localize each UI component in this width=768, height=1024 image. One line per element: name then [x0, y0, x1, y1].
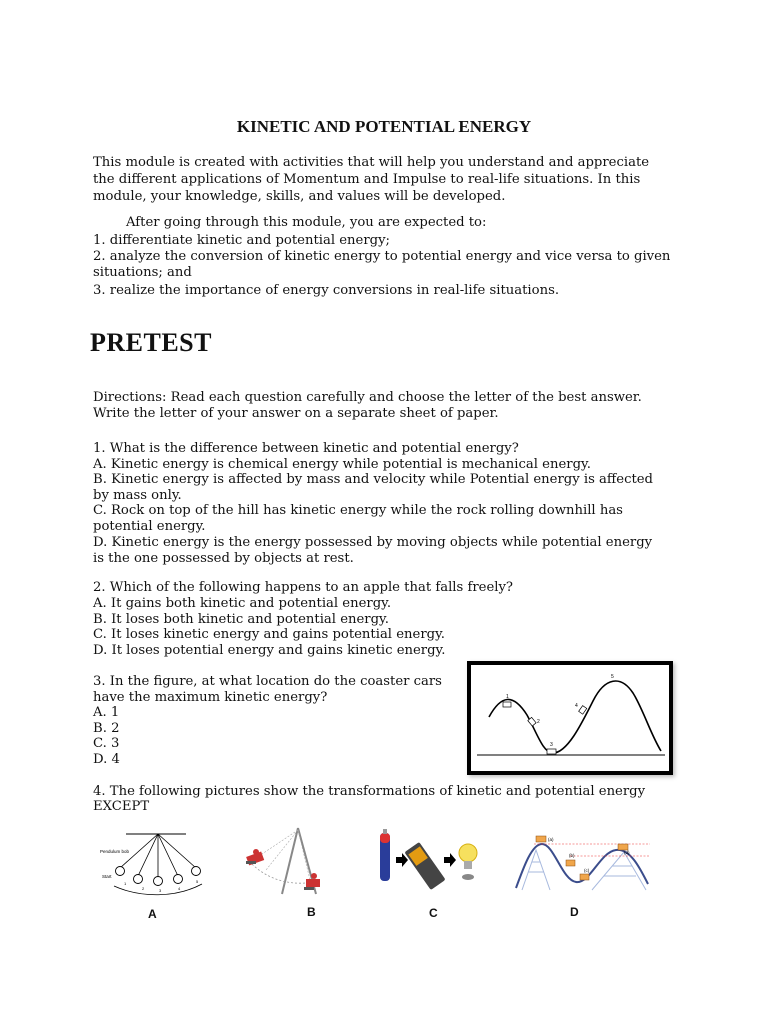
q3-option-a: A. 1: [93, 705, 120, 720]
intro-line-2: the different applications of Momentum and Impulse to real-life situations. In this: [93, 172, 641, 187]
q1-option-d: D. Kinetic energy is the energy possessed by moving objects while potential energy: [93, 535, 653, 550]
coaster-figure: [467, 661, 673, 775]
picture-label-d: D: [570, 905, 579, 919]
coaster-label-2: 2: [537, 719, 540, 725]
coaster-d-label-b: (b): [569, 853, 575, 858]
q3-stem-cont: have the maximum kinetic energy?: [93, 690, 328, 705]
q1-option-d-cont: is the one possessed by objects at rest.: [93, 551, 354, 566]
objective-2: 2. analyze the conversion of kinetic energy to potential energy and vice versa to given: [93, 249, 671, 264]
coaster-d-label-d: (d): [624, 850, 630, 855]
picture-label-b: B: [307, 905, 316, 919]
q3-option-b: B. 2: [93, 721, 120, 736]
pendulum-pos-3: 3: [159, 888, 162, 893]
q2-option-b: B. It loses both kinetic and potential energy.: [93, 612, 389, 627]
objectives-lead: After going through this module, you are expected to:: [126, 215, 487, 230]
objective-2-cont: situations; and: [93, 265, 192, 280]
q3-option-d: D. 4: [93, 752, 120, 767]
intro-line-3: module, your knowledge, skills, and values will be developed.: [93, 189, 506, 204]
coaster-label-4: 4: [575, 703, 578, 709]
coaster-d-label-c: (c): [584, 868, 590, 873]
q3-option-c: C. 3: [93, 736, 120, 751]
q2-option-c: C. It loses kinetic energy and gains potential energy.: [93, 627, 445, 642]
coaster-d-label-a: (a): [548, 837, 554, 842]
q4-stem-cont: EXCEPT: [93, 799, 150, 814]
q2-stem: 2. Which of the following happens to an apple that falls freely?: [93, 580, 513, 595]
coaster-label-5: 5: [611, 674, 614, 680]
roller-coaster-picture: [514, 832, 650, 892]
pretest-heading: PRETEST: [90, 328, 212, 357]
objective-3: 3. realize the importance of energy conversions in real-life situations.: [93, 283, 560, 298]
coaster-track-diagram: [471, 665, 669, 771]
swing-picture: [238, 824, 338, 896]
q2-option-a: A. It gains both kinetic and potential energy.: [93, 596, 392, 611]
pendulum-picture: [96, 826, 214, 896]
pendulum-start-label: Start: [102, 874, 112, 879]
pendulum-pos-4: 4: [178, 886, 181, 891]
battery-flashlight-picture: [378, 827, 488, 891]
q4-stem: 4. The following pictures show the transformations of kinetic and potential energy: [93, 784, 646, 799]
coaster-label-1: 1: [506, 694, 509, 700]
picture-label-a: A: [148, 907, 157, 921]
pendulum-pos-5: 5: [196, 879, 199, 884]
q1-option-c: C. Rock on top of the hill has kinetic energy while the rock rolling downhill has: [93, 503, 623, 518]
q1-option-b: B. Kinetic energy is affected by mass and velocity while Potential energy is affected: [93, 472, 653, 487]
q2-option-d: D. It loses potential energy and gains kinetic energy.: [93, 643, 446, 658]
intro-line-1: This module is created with activities that will help you understand and appreciate: [93, 155, 650, 170]
q3-stem: 3. In the figure, at what location do the coaster cars: [93, 674, 442, 689]
pendulum-pos-1: 1: [124, 881, 127, 886]
q1-option-a: A. Kinetic energy is chemical energy while potential is mechanical energy.: [93, 457, 591, 472]
objective-1: 1. differentiate kinetic and potential energy;: [93, 233, 390, 248]
pendulum-pos-2: 2: [142, 886, 145, 891]
directions-line-2: Write the letter of your answer on a separate sheet of paper.: [93, 406, 499, 421]
q1-stem: 1. What is the difference between kinetic and potential energy?: [93, 441, 519, 456]
coaster-label-3: 3: [550, 742, 553, 748]
directions-line-1: Directions: Read each question carefully and choose the letter of the best answer.: [93, 390, 642, 405]
q1-option-b-cont: by mass only.: [93, 488, 182, 503]
q1-option-c-cont: potential energy.: [93, 519, 206, 534]
picture-label-c: C: [429, 906, 438, 920]
pendulum-bob-label: Pendulum bob: [100, 849, 130, 854]
module-title: KINETIC AND POTENTIAL ENERGY: [236, 117, 532, 136]
